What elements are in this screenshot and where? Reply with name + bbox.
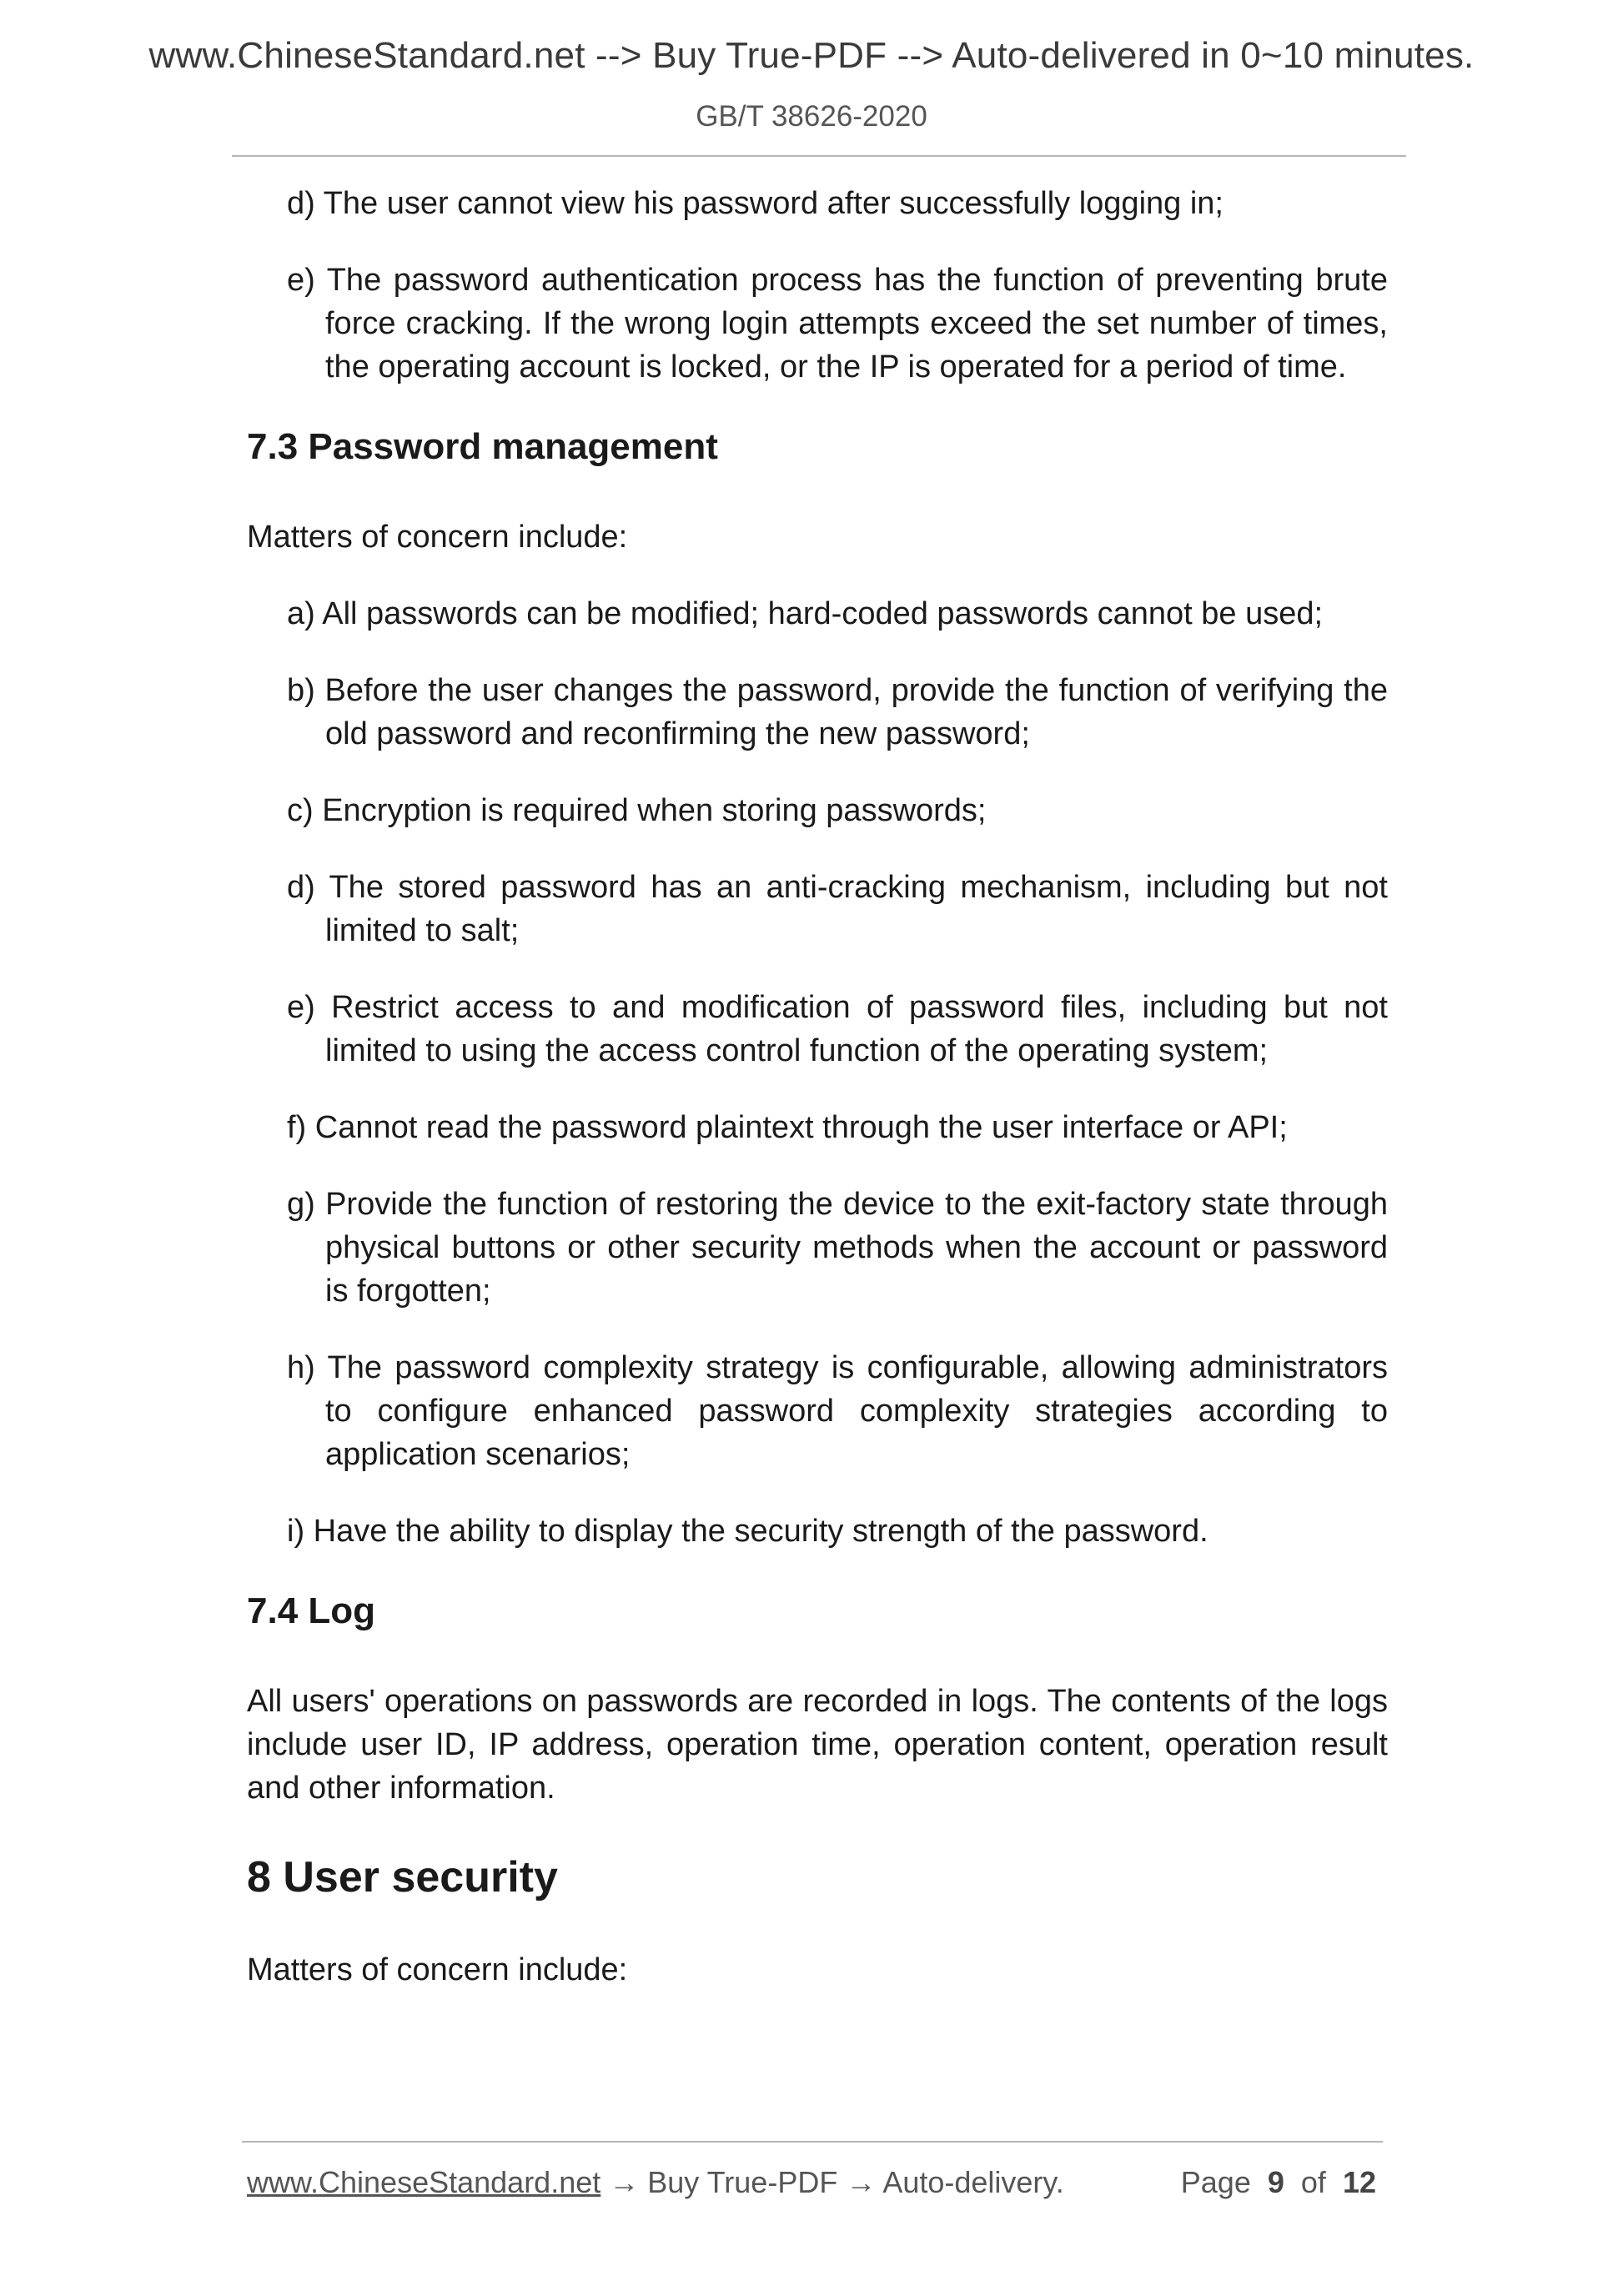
list-item: g) Provide the function of restoring the device to the exit-factory state through physical buttons or other security methods when the account or password is forgotten; (287, 1187, 1388, 1309)
list-item: b) Before the user changes the password, provide the function of verifying the old password and reconfirming the new password; (287, 673, 1388, 751)
section-heading-8: 8 User security (247, 1853, 558, 1902)
footer-site-link[interactable]: www.ChineseStandard.net (247, 2165, 601, 2199)
list-item: i) Have the ability to display the security strength of the password. (287, 1514, 1208, 1549)
section-paragraph: All users' operations on passwords are recorded in logs. The contents of the logs include user ID, IP address, operation time, operation content, operation result and other information. (247, 1684, 1388, 1806)
list-item: f) Cannot read the password plaintext through the user interface or API; (287, 1110, 1288, 1145)
site-banner: www.ChineseStandard.net --> Buy True-PDF --> Auto-delivered in 0~10 minutes. (148, 35, 1475, 76)
section-intro: Matters of concern include: (247, 1952, 628, 1987)
page-number: 9 (1267, 2165, 1284, 2199)
footer-left (247, 2165, 1064, 2200)
list-item: a) All passwords can be modified; hard-coded passwords cannot be used; (287, 596, 1324, 631)
list-item: e) The password authentication process has the function of preventing brute force cracking. If the wrong login attempts exceed the set number of times, the operating account is locked, or the IP is operated for a period of time. (287, 263, 1388, 384)
of-word: of (1300, 2165, 1326, 2199)
list-item: d) The stored password has an anti-cracking mechanism, including but not limited to salt; (287, 870, 1388, 948)
page-total: 12 (1342, 2165, 1376, 2199)
list-item: c) Encryption is required when storing passwords; (287, 793, 987, 828)
header-divider (232, 155, 1406, 157)
footer-trail: → Buy True-PDF → Auto-delivery. (600, 2165, 1064, 2199)
section-intro: Matters of concern include: (247, 520, 628, 555)
document-body (247, 182, 1388, 2025)
list-item: h) The password complexity strategy is configurable, allowing administrators to configure enhanced password complexity strategies according to application scenarios; (287, 1350, 1388, 1472)
section-heading-7-3: 7.3 Password management (247, 426, 718, 467)
section-heading-7-4: 7.4 Log (247, 1590, 376, 1631)
page-word: Page (1180, 2165, 1251, 2199)
footer-divider (242, 2141, 1383, 2143)
list-item: e) Restrict access to and modification of password files, including but not limited to using the access control function of the operating system; (287, 990, 1388, 1068)
standard-code: GB/T 38626-2020 (696, 100, 927, 133)
list-item: d) The user cannot view his password after successfully logging in; (287, 186, 1224, 221)
page-counter (1181, 2165, 1376, 2200)
